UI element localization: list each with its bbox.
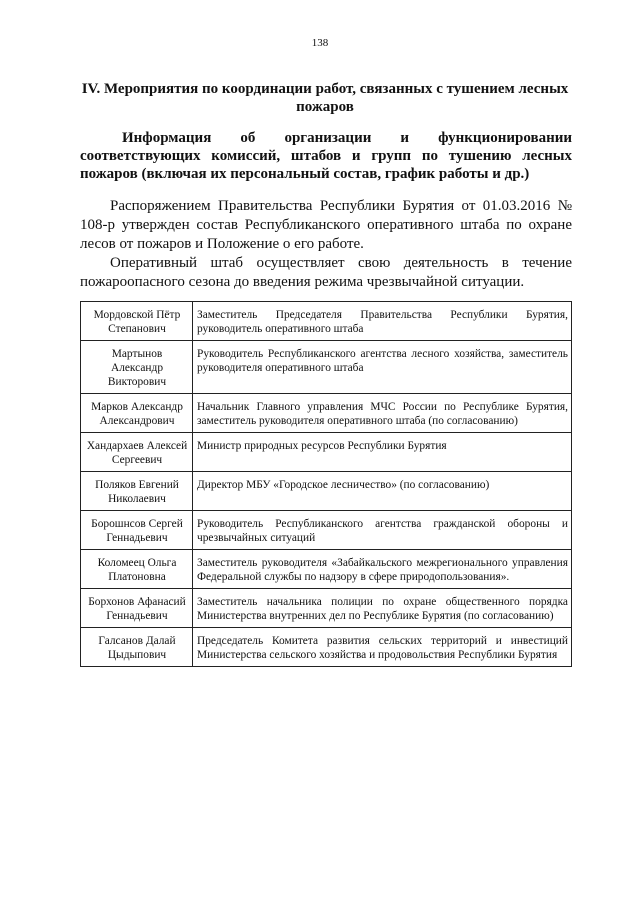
- member-name: Поляков Евгений Николаевич: [81, 472, 193, 511]
- paragraph: Распоряжением Правительства Республики Бурятия от 01.03.2016 № 108-р утвержден состав Республиканского оперативного штаба по охране лесов от пожаров и Положение о его работе.: [80, 198, 572, 252]
- member-name: Галсанов Далай Цыдыпович: [81, 628, 193, 667]
- sub-heading: Информация об организации и функционировании соответствующих комиссий, штабов и групп по тушению лесных пожаров (включая их персональный состав, график работы и др.): [80, 130, 572, 182]
- table-row: [81, 511, 572, 550]
- table-row: [81, 394, 572, 433]
- member-role: Руководитель Республиканского агентства гражданской обороны и чрезвычайных ситуаций: [193, 511, 572, 550]
- table-row: [81, 433, 572, 472]
- member-role: Заместитель Председателя Правительства Республики Бурятия, руководитель оперативного штаба: [193, 302, 572, 341]
- member-role: Заместитель руководителя «Забайкальского межрегионального управления Федеральной службы по надзору в сфере природопользования».: [193, 550, 572, 589]
- staff-table: [80, 301, 572, 667]
- table-row: [81, 341, 572, 394]
- member-role: Руководитель Республиканского агентства лесного хозяйства, заместитель руководителя оперативного штаба: [193, 341, 572, 394]
- member-role: Заместитель начальника полиции по охране общественного порядка Министерства внутренних дел по Республике Бурятия (по согласованию): [193, 589, 572, 628]
- table-row: [81, 302, 572, 341]
- table-row: [81, 550, 572, 589]
- paragraph: Оперативный штаб осуществляет свою деятельность в течение пожароопасного сезона до введения режима чрезвычайной ситуации.: [80, 255, 572, 290]
- member-name: Коломеец Ольга Платоновна: [81, 550, 193, 589]
- section-heading: IV. Мероприятия по координации работ, связанных с тушением лесных пожаров: [81, 81, 569, 115]
- member-role: Председатель Комитета развития сельских территорий и инвестиций Министерства сельского хозяйства и продовольствия Республики Бурятия: [193, 628, 572, 667]
- table-row: [81, 589, 572, 628]
- member-role: Министр природных ресурсов Республики Бурятия: [193, 433, 572, 472]
- table-row: [81, 628, 572, 667]
- member-name: Борхонов Афанасий Геннадьевич: [81, 589, 193, 628]
- member-name: Марков Александр Александрович: [81, 394, 193, 433]
- table-row: [81, 472, 572, 511]
- member-name: Хандархаев Алексей Сергеевич: [81, 433, 193, 472]
- member-name: Мартынов Александр Викторович: [81, 341, 193, 394]
- member-name: Мордовской Пётр Степанович: [81, 302, 193, 341]
- member-role: Директор МБУ «Городское лесничество» (по согласованию): [193, 472, 572, 511]
- member-name: Борошнсов Сергей Геннадьевич: [81, 511, 193, 550]
- page-number: 138: [311, 37, 329, 49]
- member-role: Начальник Главного управления МЧС России по Республике Бурятия, заместитель руководителя оперативного штаба (по согласованию): [193, 394, 572, 433]
- body-text: [80, 197, 572, 292]
